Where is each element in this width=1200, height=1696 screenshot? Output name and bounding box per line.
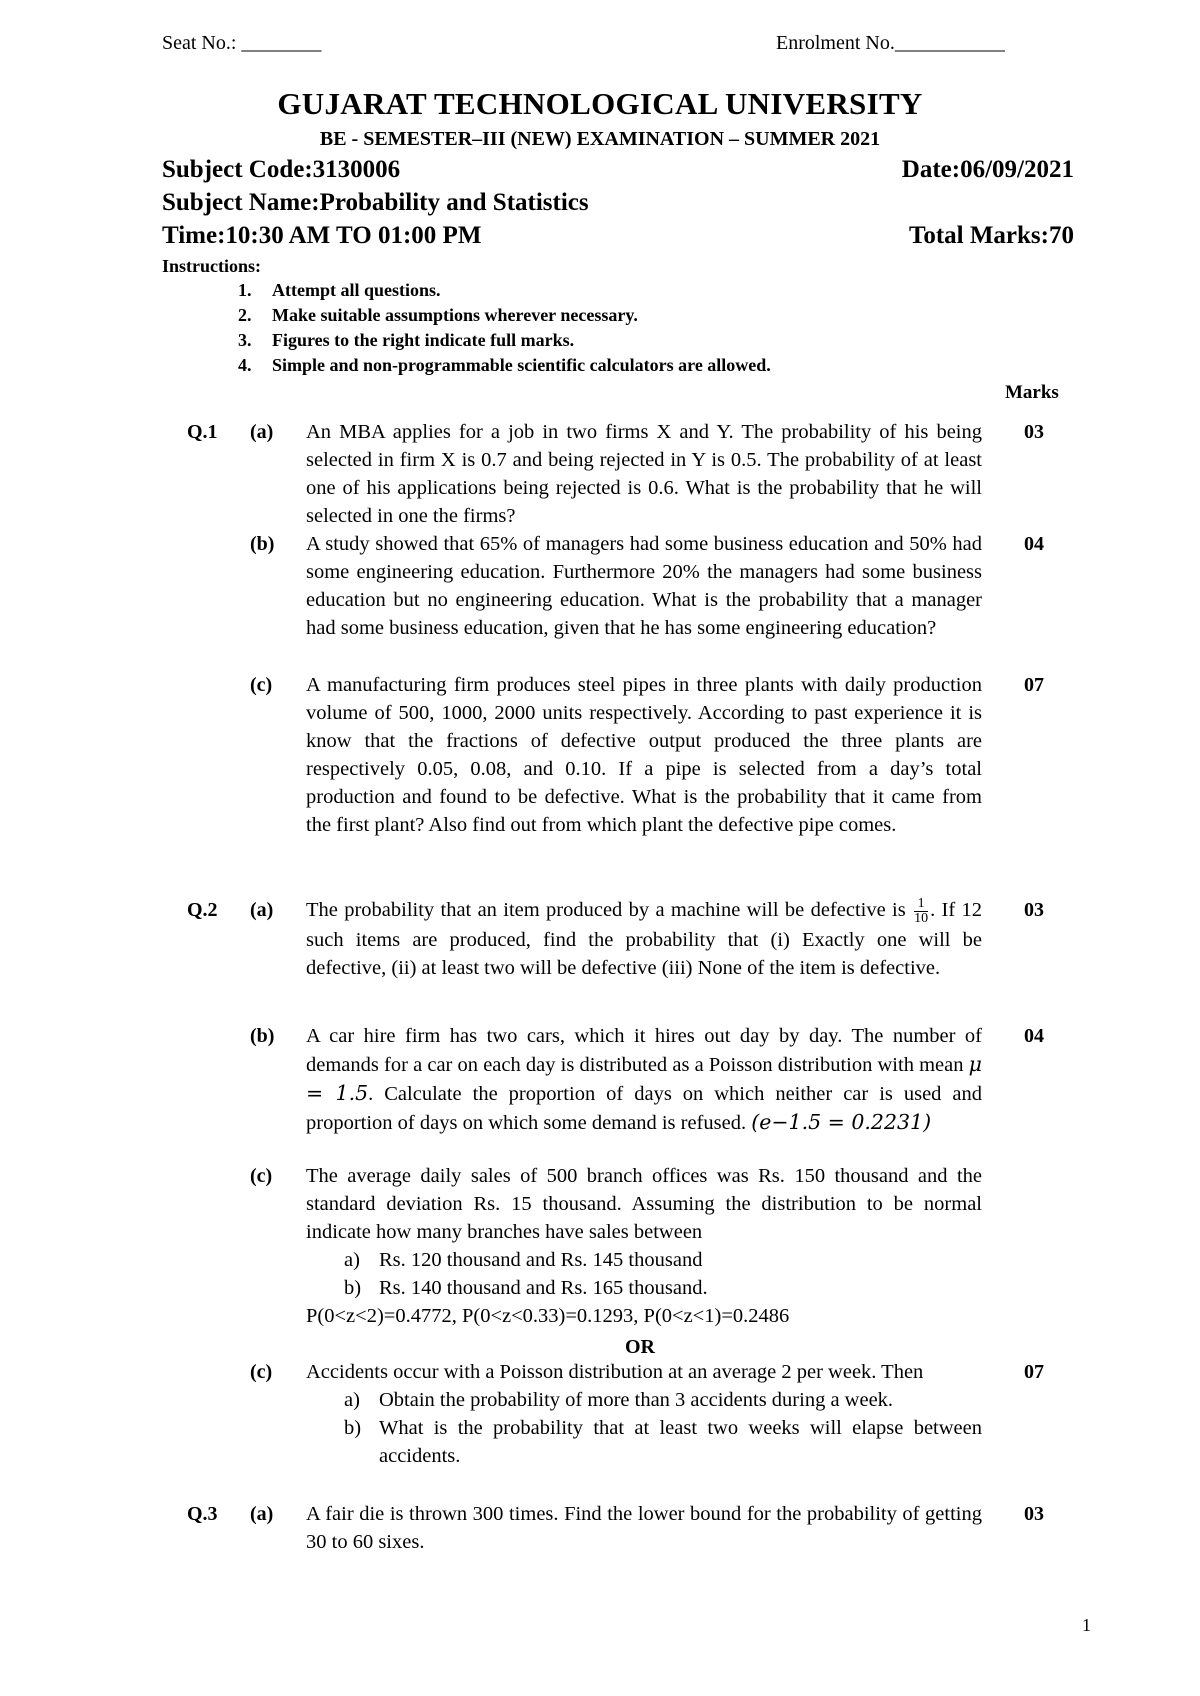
sub-question-label: (a) xyxy=(250,1503,274,1525)
subject-name-row xyxy=(162,189,1074,217)
question-marks: 03 xyxy=(1024,421,1044,443)
list-item: a) Rs. 120 thousand and Rs. 145 thousand xyxy=(344,1249,703,1271)
sub-question-label: (c) xyxy=(250,1361,273,1383)
sub-question-label: (a) xyxy=(250,899,274,921)
question-text: A manufacturing firm produces steel pipes in three plants with daily production volume of 500, 1000, 2000 units respectively. According to past experience it is know that the fractions of defective output produced the three plants are respectively 0.05, 0.08, and 0.10. If a pipe is selected from a day’s total production and found to be defective. What is the probability that it came from the first plant? Also find out from which plant the defective pipe comes. xyxy=(306,674,982,836)
subject-code-row xyxy=(162,156,1074,184)
instruction-item: 3. Figures to the right indicate full marks. xyxy=(238,330,575,350)
math-mu: μ = 1.5 xyxy=(306,1052,982,1105)
list-item: a) Obtain the probability of more than 3 accidents during a week. xyxy=(344,1389,894,1411)
question-marks: 03 xyxy=(1024,899,1044,921)
marks-column-header: Marks xyxy=(1005,382,1059,403)
question-marks: 04 xyxy=(1024,1025,1044,1047)
enrolment-number: Enrolment No.___________ xyxy=(776,32,1005,54)
sub-question-label: (b) xyxy=(250,533,275,555)
sub-item-list xyxy=(306,1246,982,1302)
exam-title: BE - SEMESTER–III (NEW) EXAMINATION – SUMMER 2021 xyxy=(319,128,881,150)
question-text: A car hire firm has two cars, which it hires out day by day. The number of demands for a car on each day is distributed as a Poisson distribution with mean μ = 1.5. Calculate the proportion of days on which neither car is used and proportion of days on which some demand is refused. (e−1.5 = 0.2231) xyxy=(306,1025,982,1134)
exam-date: Date:06/09/2021 xyxy=(901,156,1074,183)
question-text: A fair die is thrown 300 times. Find the lower bound for the probability of getting 30 to 60 sixes. xyxy=(306,1503,982,1553)
sub-question-label: (a) xyxy=(250,421,274,443)
sub-item-list xyxy=(306,1386,982,1470)
question-marks: 07 xyxy=(1024,674,1044,696)
list-item: b) What is the probability that at least two weeks will elapse between accidents. xyxy=(344,1417,982,1467)
total-marks: Total Marks:70 xyxy=(908,222,1074,249)
question-text: Accidents occur with a Poisson distribution at an average 2 per week. Then a) Obtain the probability of more than 3 accidents during a week. b) What is the probability that at least two weeks will elapse between accidents. xyxy=(306,1358,982,1470)
instruction-item: 1. Attempt all questions. xyxy=(238,280,441,300)
exam-time: Time:10:30 AM TO 01:00 PM xyxy=(162,222,482,249)
university-title: GUJARAT TECHNOLOGICAL UNIVERSITY xyxy=(277,86,923,121)
instruction-item: 4. Simple and non-programmable scientific calculators are allowed. xyxy=(238,355,771,375)
question-marks: 04 xyxy=(1024,533,1044,555)
question-number: Q.1 xyxy=(187,421,218,443)
subject-name: Subject Name:Probability and Statistics xyxy=(162,189,589,216)
sub-question-label: (c) xyxy=(250,1165,273,1187)
seat-number: Seat No.: ________ xyxy=(162,32,322,54)
subject-code: Subject Code:3130006 xyxy=(162,156,401,183)
time-row xyxy=(162,222,1074,250)
math-formula: (e−1.5 = 0.2231) xyxy=(751,1110,932,1134)
question-marks: 03 xyxy=(1024,1503,1044,1525)
list-item: b) Rs. 140 thousand and Rs. 165 thousand. xyxy=(344,1277,708,1299)
question-text: The probability that an item produced by a machine will be defective is $\frac{1}{10}$ . If 12 such items are produced, find the probability that (i) Exactly one will be defective, (ii) at least two will be defective (iii) None of the item is defective. xyxy=(306,895,983,979)
question-marks: 07 xyxy=(1024,1361,1044,1383)
z-table-values: P(0<z<2)=0.4772, P(0<z<0.33)=0.1293, P(0<z<1)=0.2486 xyxy=(306,1305,790,1327)
question-number: Q.3 xyxy=(187,1503,218,1525)
instructions-list xyxy=(238,280,771,380)
instructions-title: Instructions: xyxy=(162,256,262,276)
instruction-item: 2. Make suitable assumptions wherever necessary. xyxy=(238,305,638,325)
fraction: $\frac{1}{10}$ xyxy=(914,895,929,926)
page-number: 1 xyxy=(1082,1615,1091,1635)
sub-question-label: (b) xyxy=(250,1025,275,1047)
sub-question-label: (c) xyxy=(250,674,273,696)
or-divider: OR xyxy=(625,1336,655,1358)
question-text: An MBA applies for a job in two firms X and Y. The probability of his being selected in firm X is 0.7 and being rejected in Y is 0.5. The probability of at least one of his applications being rejected is 0.6. What is the probability that he will selected in one the firms? xyxy=(306,421,982,527)
question-number: Q.2 xyxy=(187,899,218,921)
question-text: The average daily sales of 500 branch offices was Rs. 150 thousand and the standard deviation Rs. 15 thousand. Assuming the distribution to be normal indicate how many branches have sales between a) Rs. 120 thousand and Rs. 145 thousand b) Rs. 140 thousand and Rs. 165 thousand. P(0<z<2)=0.4772, P(0<z<0.33)=0.1293, P(0<z<1)=0.2486 xyxy=(306,1162,982,1330)
question-text: A study showed that 65% of managers had some business education and 50% had some engineering education. Furthermore 20% the managers had some business education but no engineering education. What is the probability that a manager had some business education, given that he has some engineering education? xyxy=(306,533,982,639)
